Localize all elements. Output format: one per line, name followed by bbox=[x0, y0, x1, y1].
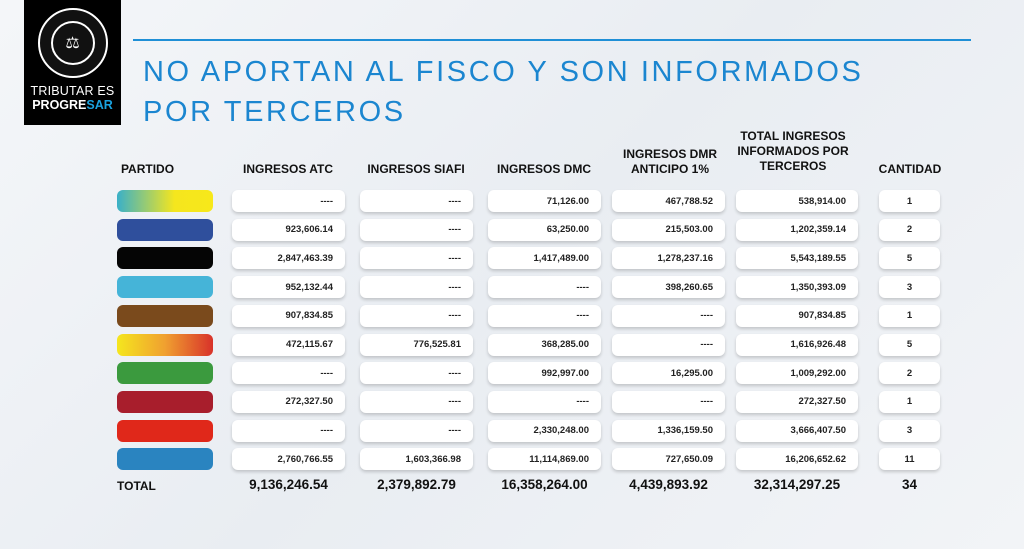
cell-total: 3,666,407.50 bbox=[736, 420, 858, 442]
cell-dmr: 16,295.00 bbox=[612, 362, 725, 384]
cell-dmc: ---- bbox=[488, 276, 601, 298]
cell-dmr: 727,650.09 bbox=[612, 448, 725, 470]
sar-logo bbox=[24, 0, 121, 125]
cell-siafi: 776,525.81 bbox=[360, 334, 473, 356]
cell-cantidad: 5 bbox=[879, 247, 940, 269]
party-color-swatch bbox=[117, 420, 213, 442]
cell-cantidad: 3 bbox=[879, 420, 940, 442]
cell-cantidad: 2 bbox=[879, 219, 940, 241]
cell-siafi: ---- bbox=[360, 305, 473, 327]
cell-siafi: ---- bbox=[360, 276, 473, 298]
cell-dmc: 368,285.00 bbox=[488, 334, 601, 356]
cell-total: 1,616,926.48 bbox=[736, 334, 858, 356]
cell-atc: ---- bbox=[232, 362, 345, 384]
cell-atc: ---- bbox=[232, 420, 345, 442]
cell-total: 272,327.50 bbox=[736, 391, 858, 413]
cell-dmr: 1,278,237.16 bbox=[612, 247, 725, 269]
cell-atc: ---- bbox=[232, 190, 345, 212]
cell-total: 5,543,189.55 bbox=[736, 247, 858, 269]
title-divider bbox=[133, 39, 971, 41]
party-color-swatch bbox=[117, 334, 213, 356]
cell-siafi: ---- bbox=[360, 190, 473, 212]
cell-cantidad: 1 bbox=[879, 305, 940, 327]
cell-dmc: ---- bbox=[488, 305, 601, 327]
party-color-swatch bbox=[117, 219, 213, 241]
column-header: INGRESOS ATC bbox=[242, 162, 333, 176]
column-header: CANTIDAD bbox=[878, 162, 942, 176]
cell-siafi: ---- bbox=[360, 247, 473, 269]
cell-cantidad: 1 bbox=[879, 391, 940, 413]
cell-dmc: ---- bbox=[488, 391, 601, 413]
party-color-swatch bbox=[117, 247, 213, 269]
party-color-swatch bbox=[117, 362, 213, 384]
cell-dmr: ---- bbox=[612, 305, 725, 327]
cell-cantidad: 1 bbox=[879, 190, 940, 212]
cell-dmc: 71,126.00 bbox=[488, 190, 601, 212]
cell-siafi: ---- bbox=[360, 420, 473, 442]
cell-cantidad: 2 bbox=[879, 362, 940, 384]
cell-atc: 472,115.67 bbox=[232, 334, 345, 356]
logo-line2: PROGRESAR bbox=[32, 98, 113, 112]
cell-siafi: ---- bbox=[360, 219, 473, 241]
party-color-swatch bbox=[117, 276, 213, 298]
party-color-swatch bbox=[117, 190, 213, 212]
cell-dmc: 11,114,869.00 bbox=[488, 448, 601, 470]
cell-dmr: ---- bbox=[612, 334, 725, 356]
column-header: PARTIDO bbox=[120, 162, 175, 176]
page-title: NO APORTAN AL FISCO Y SON INFORMADOS POR TERCEROS bbox=[143, 56, 864, 128]
total-atc: 9,136,246.54 bbox=[249, 477, 328, 492]
cell-total: 1,202,359.14 bbox=[736, 219, 858, 241]
total-label: TOTAL bbox=[117, 479, 156, 493]
column-header: INGRESOS DMC bbox=[496, 162, 591, 176]
cell-dmr: ---- bbox=[612, 391, 725, 413]
total-dmr: 4,439,893.92 bbox=[629, 477, 708, 492]
cell-atc: 923,606.14 bbox=[232, 219, 345, 241]
cell-total: 538,914.00 bbox=[736, 190, 858, 212]
column-header: INGRESOS DMR ANTICIPO 1% bbox=[622, 147, 717, 176]
scales-icon: ⚖ bbox=[51, 21, 95, 65]
cell-dmc: 2,330,248.00 bbox=[488, 420, 601, 442]
logo-line1: TRIBUTAR ES bbox=[30, 84, 115, 98]
cell-atc: 952,132.44 bbox=[232, 276, 345, 298]
total-dmc: 16,358,264.00 bbox=[501, 477, 588, 492]
cell-atc: 907,834.85 bbox=[232, 305, 345, 327]
column-header: INGRESOS SIAFI bbox=[367, 162, 465, 176]
cell-dmc: 992,997.00 bbox=[488, 362, 601, 384]
cell-total: 16,206,652.62 bbox=[736, 448, 858, 470]
cell-siafi: ---- bbox=[360, 362, 473, 384]
cell-cantidad: 5 bbox=[879, 334, 940, 356]
cell-total: 1,009,292.00 bbox=[736, 362, 858, 384]
seal-emblem bbox=[38, 8, 108, 78]
total-cantidad: 34 bbox=[901, 477, 918, 492]
cell-dmc: 63,250.00 bbox=[488, 219, 601, 241]
cell-cantidad: 11 bbox=[879, 448, 940, 470]
column-header: TOTAL INGRESOS INFORMADOS POR TERCEROS bbox=[737, 129, 849, 173]
cell-cantidad: 3 bbox=[879, 276, 940, 298]
total-siafi: 2,379,892.79 bbox=[377, 477, 456, 492]
cell-dmr: 467,788.52 bbox=[612, 190, 725, 212]
cell-dmc: 1,417,489.00 bbox=[488, 247, 601, 269]
cell-dmr: 215,503.00 bbox=[612, 219, 725, 241]
total-total: 32,314,297.25 bbox=[753, 477, 841, 492]
cell-dmr: 398,260.65 bbox=[612, 276, 725, 298]
party-color-swatch bbox=[117, 391, 213, 413]
cell-total: 907,834.85 bbox=[736, 305, 858, 327]
party-color-swatch bbox=[117, 448, 213, 470]
cell-total: 1,350,393.09 bbox=[736, 276, 858, 298]
cell-atc: 2,760,766.55 bbox=[232, 448, 345, 470]
cell-atc: 2,847,463.39 bbox=[232, 247, 345, 269]
cell-siafi: ---- bbox=[360, 391, 473, 413]
cell-dmr: 1,336,159.50 bbox=[612, 420, 725, 442]
party-color-swatch bbox=[117, 305, 213, 327]
cell-siafi: 1,603,366.98 bbox=[360, 448, 473, 470]
cell-atc: 272,327.50 bbox=[232, 391, 345, 413]
